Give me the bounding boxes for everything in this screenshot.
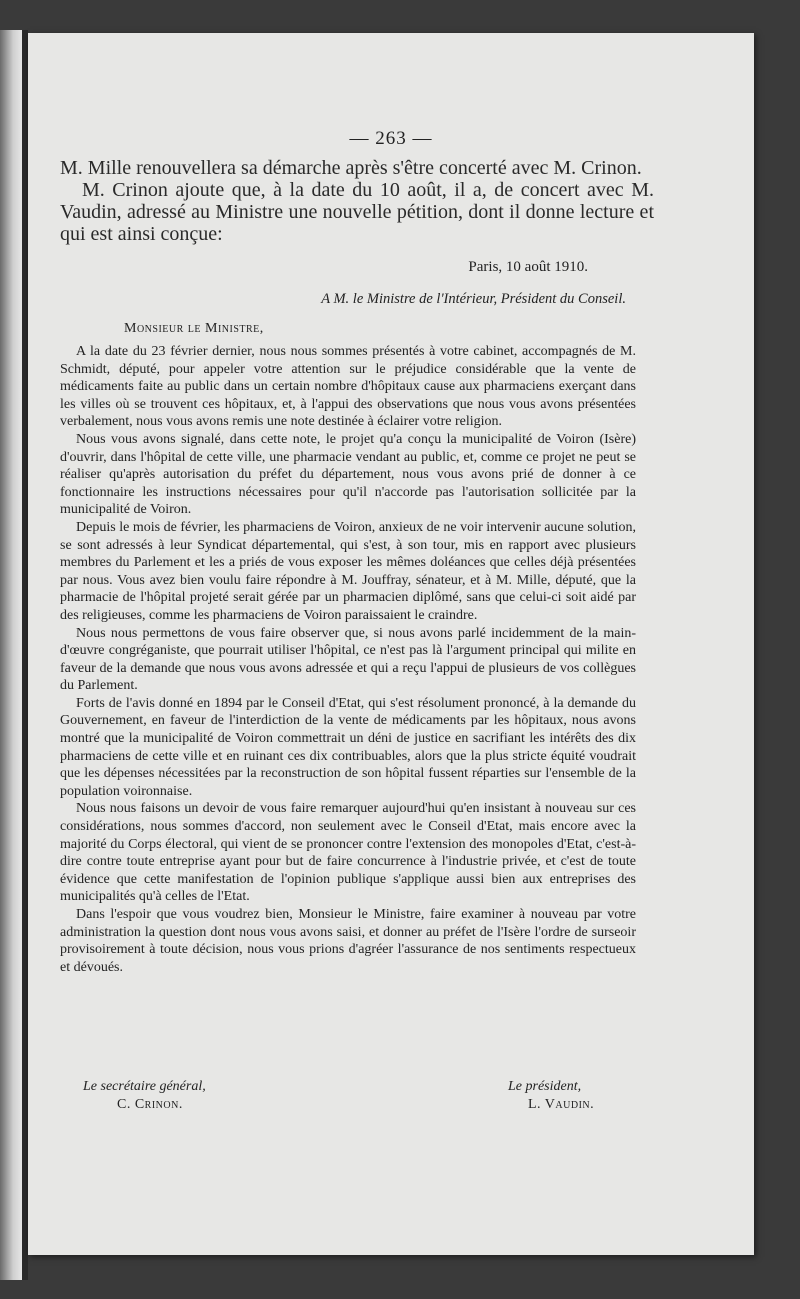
letter-date: Paris, 10 août 1910. xyxy=(468,259,588,275)
letter-paragraph: Nous vous avons signalé, dans cette note, le projet qu'a conçu la municipalité de Voiron (Isère) d'ouvrir, dans l'hôpital de cette ville, une pharmacie vendant au public, et, comme ce projet ne peut se réaliser qu'après autorisation du préfet du département, nous vous avons prié de donner à ce fonctionnaire les instructions nécessaires pour qu'il n'accorde pas l'autorisation sollicitée par la municipalité de Voiron. xyxy=(60,431,636,518)
signature-secretary xyxy=(83,1079,206,1113)
letter-paragraph: Dans l'espoir que vous voudrez bien, Monsieur le Ministre, faire examiner à nouveau par votre administration la question dont nous vous avons saisi, et donner au préfet de l'Isère l'ordre de surseoir provisoirement à toute décision, nous vous prions d'agréer l'assurance de nos sentiments respectueux et dévoués. xyxy=(60,907,636,975)
intro-paragraph: M. Mille renouvellera sa démarche après s'être concerté avec M. Crinon. xyxy=(60,157,642,179)
signature-name: C. Crinon. xyxy=(117,1097,183,1112)
page-number: — 263 — xyxy=(349,128,433,149)
signature-name: L. Vaudin. xyxy=(528,1097,595,1112)
facing-page-edge xyxy=(0,30,22,1280)
letter-paragraph: Nous nous faisons un devoir de vous faire remarquer aujourd'hui qu'en insistant à nouveau sur ces considérations, nous sommes d'accord, non seulement avec le Conseil d'Etat, mais encore avec la majorité du Corps électoral, qui vient de se prononcer contre l'extension des monopoles d'Etat, c'est-à-dire contre toute entreprise ayant pour but de faire concurrence à l'industrie privée, et c'est de toute évidence que cette manifestation de l'opinion publique s'applique aussi bien aux entreprises des municipalités qu'à celles de l'Etat. xyxy=(60,801,636,905)
intro-paragraph: M. Crinon ajoute que, à la date du 10 août, il a, de concert avec M. Vaudin, adressé au Ministre une nouvelle pétition, dont il donne lecture et qui est ainsi conçue: xyxy=(60,179,654,245)
letter-paragraph: Nous nous permettons de vous faire observer que, si nous avons parlé incidemment de la main-d'œuvre congréganiste, que pourrait utiliser l'hôpital, ce n'est pas là l'argument principal qui milite en faveur de la demande que nous vous avons adressée et qui a reçu l'appui de plusieurs de vos collègues du Parlement. xyxy=(60,625,636,694)
document-page xyxy=(28,33,754,1255)
letter-paragraph: Forts de l'avis donné en 1894 par le Conseil d'Etat, qui s'est résolument prononcé, à la demande du Gouvernement, en faveur de l'interdiction de la vente de médicaments par les hôpitaux, nous avons montré que la municipalité de Voiron commettrait un déni de justice en sacrifiant les intérêts des dix pharmaciens de cette ville et en ruinant ces dix contribuables, alors que la plus stricte équité voudrait que les dépenses nécessitées par la reconstruction de son hôpital fussent réparties sur l'ensemble de la population voironnaise. xyxy=(60,695,636,799)
letter-paragraph: Depuis le mois de février, les pharmaciens de Voiron, anxieux de ne voir intervenir aucune solution, se sont adressés à leur Syndicat départemental, qui s'est, à son tour, mis en rapport avec plusieurs membres du Parlement et les a priés de vous exposer les mêmes doléances que celles déjà présentées par nous. Vous avez bien voulu faire répondre à M. Jouffray, sénateur, et à M. Mille, député, que la pharmacie de l'hôpital projeté serait gérée par un pharmacien diplômé, sans que celui-ci soit aidé par des religieuses, comme les pharmaciens de Voiron paraissaient le craindre. xyxy=(60,519,636,623)
letter-salutation: Monsieur le Ministre, xyxy=(124,321,264,336)
intro-section xyxy=(60,157,654,245)
signature-role: Le secrétaire général, xyxy=(83,1079,206,1094)
letter-paragraph: A la date du 23 février dernier, nous nous sommes présentés à votre cabinet, accompagnés de M. Schmidt, député, pour appeler votre attention sur le préjudice considérable que la vente de médicaments faite au public dans un certain nombre d'hôpitaux cause aux pharmaciens exerçant dans les villes où se trouvent ces hôpitaux, et, à l'appui des observations que nous vous avons présentées verbalement, nous vous avons remis une note destinée à éclairer votre religion. xyxy=(60,344,636,430)
letter-recipient: A M. le Ministre de l'Intérieur, Président du Conseil. xyxy=(321,291,626,307)
letter-body xyxy=(60,343,636,976)
signature-role: Le président, xyxy=(508,1079,582,1094)
signature-president xyxy=(504,1079,594,1113)
